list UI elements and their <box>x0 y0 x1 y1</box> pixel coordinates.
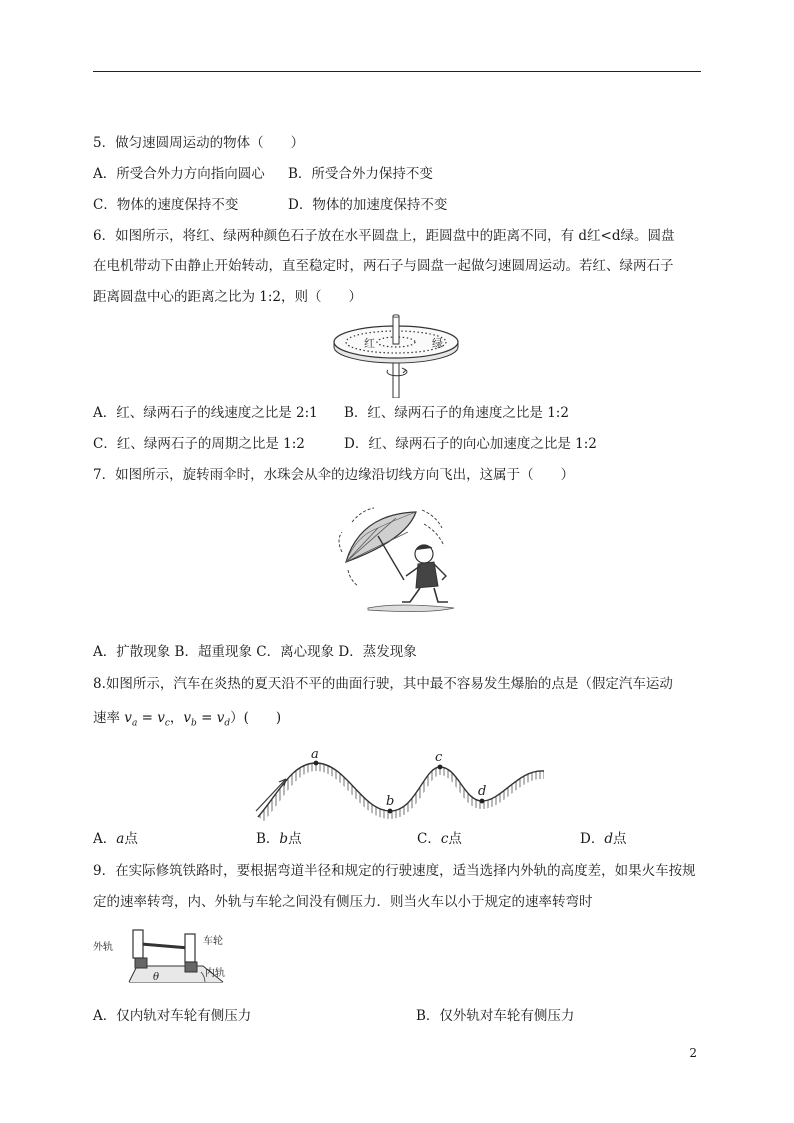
q6-stem-line3: 距离圆盘中心的距离之比为 1:2，则（ ） <box>93 289 363 305</box>
q8-equals: = <box>196 710 217 726</box>
q6-stem-line2: 在电机带动下由静止开始转动，直至稳定时，两石子与圆盘一起做匀速圆周运动。若红、绿两石子 <box>93 258 674 274</box>
railway-track-figure <box>93 924 253 986</box>
q8-rate-prefix: 速率 <box>93 710 125 726</box>
point-b-label: b <box>386 794 395 809</box>
q8-v-symbol: v <box>157 710 165 726</box>
q6-option-a: A．红、绿两石子的线速度之比是 2:1 <box>93 405 318 421</box>
q8-option-b-letter: b <box>279 831 289 847</box>
q9-option-a: A．仅内轨对车轮有侧压力 <box>93 1008 252 1024</box>
q8-rate-suffix: ）( ) <box>230 710 282 726</box>
point-d-label: d <box>478 784 487 799</box>
q8-option-point: 点 <box>288 831 302 847</box>
road-wave-figure <box>250 745 548 821</box>
q8-option-d <box>580 829 626 849</box>
q8-sub-c: c <box>164 718 170 729</box>
q8-stem-line1: 8.如图所示，汽车在炎热的夏天沿不平的曲面行驶，其中最不容易发生爆胎的点是（假定汽车运动 <box>93 676 673 692</box>
inner-rail-label: 内轨 <box>205 968 225 979</box>
q8-sub-d: d <box>224 718 231 729</box>
wheel-label: 车轮 <box>203 936 223 947</box>
q6-stem-line1: 6．如图所示，将红、绿两种颜色石子放在水平圆盘上，距圆盘中的距离不同，有 d红<d绿。圆盘 <box>93 228 675 244</box>
q8-option-a <box>93 829 138 849</box>
point-c-label: c <box>435 750 443 765</box>
q8-option-a-letter: a <box>116 831 125 847</box>
q8-option-b <box>256 829 302 849</box>
q6-option-d: D．红、绿两石子的向心加速度之比是 1:2 <box>344 436 597 452</box>
q5-option-d: D．物体的加速度保持不变 <box>288 197 448 213</box>
q5-stem: 5．做匀速圆周运动的物体（ ） <box>93 135 305 151</box>
rotating-disk-figure <box>328 314 464 398</box>
q8-equals: = <box>137 710 158 726</box>
q8-option-c <box>417 829 462 849</box>
point-a-label: a <box>311 747 319 762</box>
q5-option-c: C．物体的速度保持不变 <box>93 197 239 213</box>
q8-option-c-prefix: C． <box>417 831 441 847</box>
q8-option-point: 点 <box>124 831 138 847</box>
q8-option-c-letter: c <box>440 831 449 847</box>
q8-sub-b: b <box>191 718 197 729</box>
q7-stem: 7．如图所示，旋转雨伞时，水珠会从伞的边缘沿切线方向飞出，这属于（ ） <box>93 467 575 483</box>
q9-stem-line1: 9．在实际修筑铁路时，要根据弯道半径和规定的行驶速度，适当选择内外轨的高度差，如果火车按规 <box>93 863 696 879</box>
q6-option-b: B．红、绿两石子的角速度之比是 1:2 <box>344 405 569 421</box>
header-rule <box>93 71 701 72</box>
q9-option-b: B．仅外轨对车轮有侧压力 <box>416 1008 575 1024</box>
green-stone-label: 绿 <box>432 337 443 350</box>
q8-option-point: 点 <box>612 831 627 847</box>
q8-v-symbol: v <box>216 710 225 726</box>
q8-sub-a: a <box>131 718 138 729</box>
red-stone-label: 红 <box>364 337 375 350</box>
q8-comma: ， <box>169 710 184 726</box>
umbrella-figure <box>338 506 460 614</box>
q8-option-d-prefix: D． <box>580 831 605 847</box>
q8-stem-line2 <box>93 708 281 734</box>
q5-option-b: B．所受合外力保持不变 <box>288 166 433 182</box>
q6-option-c: C．红、绿两石子的周期之比是 1:2 <box>93 436 305 452</box>
q8-option-point: 点 <box>448 831 462 847</box>
page-number: 2 <box>689 1046 697 1060</box>
outer-rail-label: 外轨 <box>93 942 113 953</box>
q7-options: A．扩散现象 B．超重现象 C．离心现象 D．蒸发现象 <box>93 644 417 660</box>
q9-stem-line2: 定的速率转弯，内、外轨与车轮之间没有侧压力．则当火车以小于规定的速率转弯时 <box>93 894 593 910</box>
q8-option-b-prefix: B． <box>256 831 280 847</box>
q5-option-a: A．所受合外力方向指向圆心 <box>93 166 265 182</box>
q8-v-symbol: v <box>124 710 132 726</box>
q8-option-d-letter: d <box>604 831 613 847</box>
q8-option-a-prefix: A． <box>93 831 117 847</box>
theta-label: θ <box>153 972 160 983</box>
q8-v-symbol: v <box>183 710 192 726</box>
